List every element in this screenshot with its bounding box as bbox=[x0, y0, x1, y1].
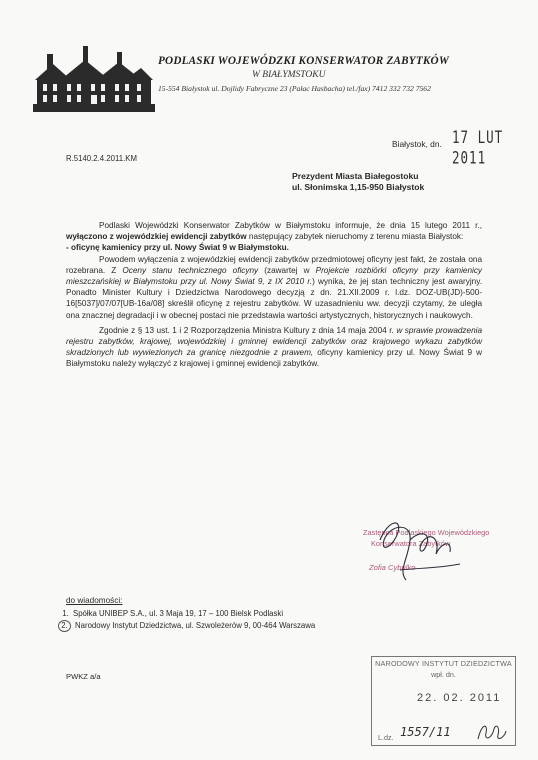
text-span: Powodem wyłączenia z wojewódzkiej ewidencji zabytków przedmiotowej oficyny jest fakt, że została ona rozebrana. Z bbox=[66, 254, 482, 275]
receipt-label: wpł. dn. bbox=[431, 670, 456, 679]
paragraph-3 bbox=[66, 254, 482, 321]
author-initials: PWKZ a/a bbox=[66, 672, 101, 681]
list-item bbox=[58, 609, 315, 620]
receipt-stamp bbox=[371, 656, 516, 746]
stamp-name: Zofia Cybulko bbox=[369, 563, 416, 572]
paragraph-4 bbox=[66, 325, 482, 370]
stamp-line-2: Konserwatora Zabytków bbox=[371, 539, 451, 548]
org-address: 15-554 Białystok ul. Dojlidy Fabryczne 23 (Pałac Hasbacha) tel./fax) 7412 332 732 7562 bbox=[158, 84, 431, 93]
receipt-org: NARODOWY INSTYTUT DZIEDZICTWA bbox=[375, 659, 512, 668]
text-span: Podlaski Wojewódzki Konserwator Zabytków w Białymstoku informuje, że dnia 15 lutego 2011 r., bbox=[99, 221, 482, 230]
receipt-initials bbox=[474, 719, 508, 743]
text-span: Zgodnie z § 13 ust. 1 i 2 Rozporządzenia Ministra Kultury z dnia 14 maja 2004 r. bbox=[99, 325, 397, 335]
recipient-address: ul. Słonimska 1,15-950 Białystok bbox=[292, 182, 425, 192]
text-span: oficyny kamienicy przy ul. Nowy Świat 9 w Białymstoku należy wyłączyć z krajowej i gminnej ewidencji zabytków. bbox=[66, 348, 483, 369]
text-span-italic: Oceny stanu technicznego oficyny bbox=[122, 265, 259, 275]
text-span-italic: Projekcie rozbiórki oficyny przy kamienicy mieszczańskiej w Białymstoku przy ul. Nowy Świat 9, z IX 2010 r. bbox=[66, 265, 483, 287]
org-name: PODLASKI WOJEWÓDZKI KONSERWATOR ZABYTKÓW bbox=[158, 55, 449, 67]
stamp-line-1: Zastępca Podlaskiego Wojewódzkiego bbox=[363, 528, 490, 537]
cc-list bbox=[58, 609, 315, 632]
handwritten-signature bbox=[340, 510, 490, 590]
list-item-number: 2. bbox=[58, 620, 71, 632]
org-city: W BIAŁYMSTOKU bbox=[252, 70, 326, 80]
text-span-italic: w sprawie prowadzenia rejestru zabytków, krajowej, wojewódzkiej i gminnej ewidencji zabytków oraz krajowego wykazu zabytków skradzionych lub wywiezionych za granicę niezgodnie z prawem, bbox=[66, 325, 482, 358]
letter-body bbox=[66, 220, 482, 370]
text-span: następujący zabytek nieruchomy z terenu miasta Białystok: bbox=[246, 232, 464, 242]
reference-number: R.5140.2.4.2011.KM bbox=[66, 154, 137, 163]
palace-logo bbox=[33, 44, 155, 112]
paragraph-2: - oficynę kamienicy przy ul. Nowy Świat 9 w Białymstoku. bbox=[66, 243, 289, 253]
paragraph-1 bbox=[66, 220, 482, 242]
receipt-number: 1557/11 bbox=[400, 725, 451, 739]
date-stamp: 17 LUT 2011 bbox=[452, 127, 504, 168]
place-date-label: Białystok, dn. bbox=[392, 139, 442, 149]
list-item-text: Spółka UNIBEP S.A., ul. 3 Maja 19, 17 – 100 Bielsk Podlaski bbox=[73, 609, 284, 618]
list-item-text: Narodowy Instytut Dziedzictwa, ul. Szwoleżerów 9, 00-464 Warszawa bbox=[75, 620, 316, 630]
receipt-date: 22. 02. 2011 bbox=[417, 692, 502, 704]
text-span: ) wynika, że jej stan techniczny jest awaryjny. Ponadto Minister Kultury i Dziedzictwa Narodowego decyzją z dn. 21.XII.2009 r. l.dz. DOZ-UB(JD)-500-16[5037]/07/07[UB-16a/08] skreślił oficynę z rejestru zabytków. W uzasadnieniu ww. decyzji czytamy, że uległa ona znacznej degradacji i w obecnej postaci nie przedstawia wartości artystycznych, historycznych i naukowych. bbox=[66, 277, 482, 320]
list-item bbox=[58, 620, 315, 632]
text-span-bold: wyłączono z wojewódzkiej ewidencji zabytków bbox=[66, 232, 247, 242]
recipient-title: Prezydent Miasta Białegostoku bbox=[292, 171, 419, 181]
list-item-number: 1. bbox=[62, 609, 69, 618]
text-span: (zawartej w bbox=[258, 265, 316, 275]
receipt-number-label: L.dz. bbox=[378, 733, 394, 742]
cc-heading: do wiadomości: bbox=[66, 596, 123, 605]
